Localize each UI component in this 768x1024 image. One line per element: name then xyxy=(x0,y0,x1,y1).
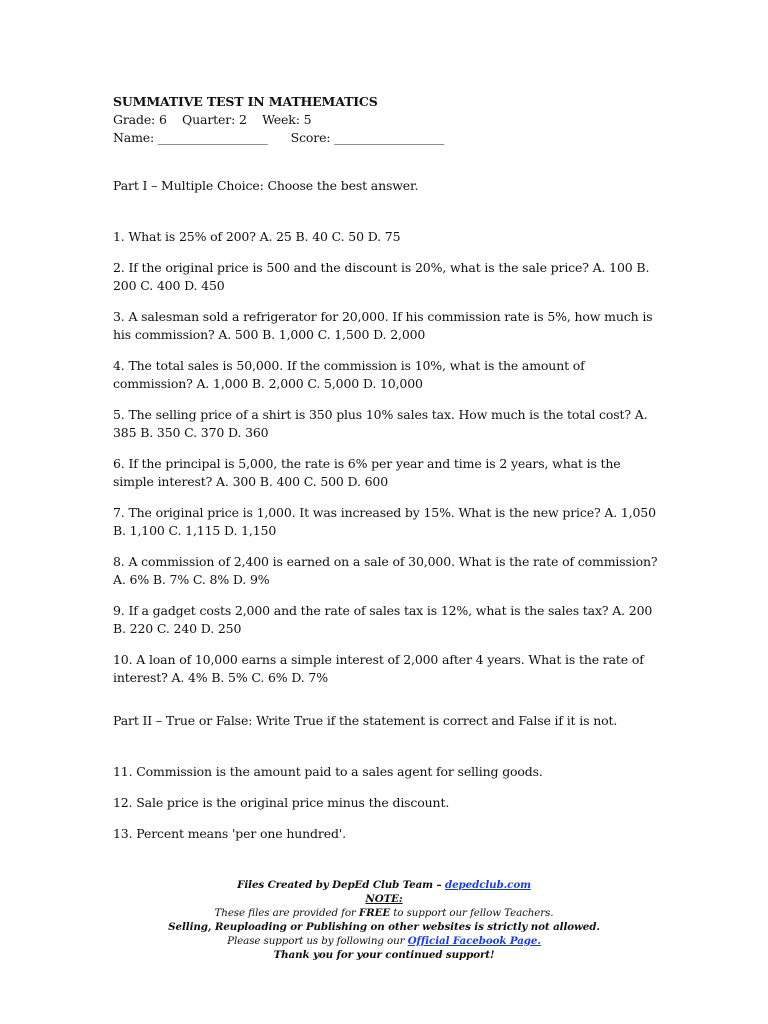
grade-info: Grade: 6 Quarter: 2 Week: 5 xyxy=(113,112,312,127)
worksheet xyxy=(113,93,663,856)
part2-instruction: Part II – True or False: Write True if the statement is correct and False if it is not. xyxy=(113,713,618,728)
footer-line-free xyxy=(0,906,768,920)
question-9: 9. If a gadget costs 2,000 and the rate of sales tax is 12%, what is the sales tax? A. 200 B. 220 C. 240 D. 250 xyxy=(113,603,653,636)
question-13: 13. Percent means 'per one hundred'. xyxy=(113,826,346,841)
question-10: 10. A loan of 10,000 earns a simple interest of 2,000 after 4 years. What is the rate of interest? A. 4% B. 5% C. 6% D. 7% xyxy=(113,652,644,685)
footer-thanks: Thank you for your continued support! xyxy=(273,949,495,961)
question-8: 8. A commission of 2,400 is earned on a sale of 30,000. What is the rate of commission? A. 6% B. 7% C. 8% D. 9% xyxy=(113,554,658,587)
question-3: 3. A salesman sold a refrigerator for 20,000. If his commission rate is 5%, how much is his commission? A. 500 B. 1,000 C. 1,500 D. 2,000 xyxy=(113,309,653,342)
facebook-page-link[interactable]: Official Facebook Page. xyxy=(407,935,541,947)
name-score-line: Name: __________________ Score: __________________ xyxy=(113,130,445,145)
depedclub-link[interactable]: depedclub.com xyxy=(445,879,531,891)
footer-free-after: to support our fellow Teachers. xyxy=(390,907,554,919)
question-4: 4. The total sales is 50,000. If the commission is 10%, what is the amount of commission? A. 1,000 B. 2,000 C. 5,000 D. 10,000 xyxy=(113,358,585,391)
question-2: 2. If the original price is 500 and the discount is 20%, what is the sale price? A. 100 B. 200 C. 400 D. 450 xyxy=(113,260,650,293)
footer-notice xyxy=(0,878,768,962)
footer-credit xyxy=(0,878,768,892)
question-1: 1. What is 25% of 200? A. 25 B. 40 C. 50 D. 75 xyxy=(113,229,401,244)
footer-support-text: Please support us by following our xyxy=(227,935,408,947)
part2-question-list xyxy=(113,763,663,843)
question-5: 5. The selling price of a shirt is 350 plus 10% sales tax. How much is the total cost? A. 385 B. 350 C. 370 D. 360 xyxy=(113,407,648,440)
part1-question-list xyxy=(113,228,663,687)
question-6: 6. If the principal is 5,000, the rate is 6% per year and time is 2 years, what is the simple interest? A. 300 B. 400 C. 500 D. 600 xyxy=(113,456,621,489)
footer-free-bold: FREE xyxy=(358,907,391,919)
part1-instruction: Part I – Multiple Choice: Choose the best answer. xyxy=(113,178,419,193)
footer-support-line xyxy=(0,934,768,948)
footer-warning: Selling, Reuploading or Publishing on other websites is strictly not allowed. xyxy=(168,921,600,933)
worksheet-title: SUMMATIVE TEST IN MATHEMATICS xyxy=(113,94,378,109)
question-12: 12. Sale price is the original price minus the discount. xyxy=(113,795,450,810)
question-7: 7. The original price is 1,000. It was increased by 15%. What is the new price? A. 1,050 B. 1,100 C. 1,115 D. 1,150 xyxy=(113,505,656,538)
footer-free-before: These files are provided for xyxy=(214,907,359,919)
footer-note-label: NOTE: xyxy=(365,893,403,905)
question-11: 11. Commission is the amount paid to a sales agent for selling goods. xyxy=(113,764,543,779)
footer-credit-text: Files Created by DepEd Club Team – xyxy=(237,879,445,891)
